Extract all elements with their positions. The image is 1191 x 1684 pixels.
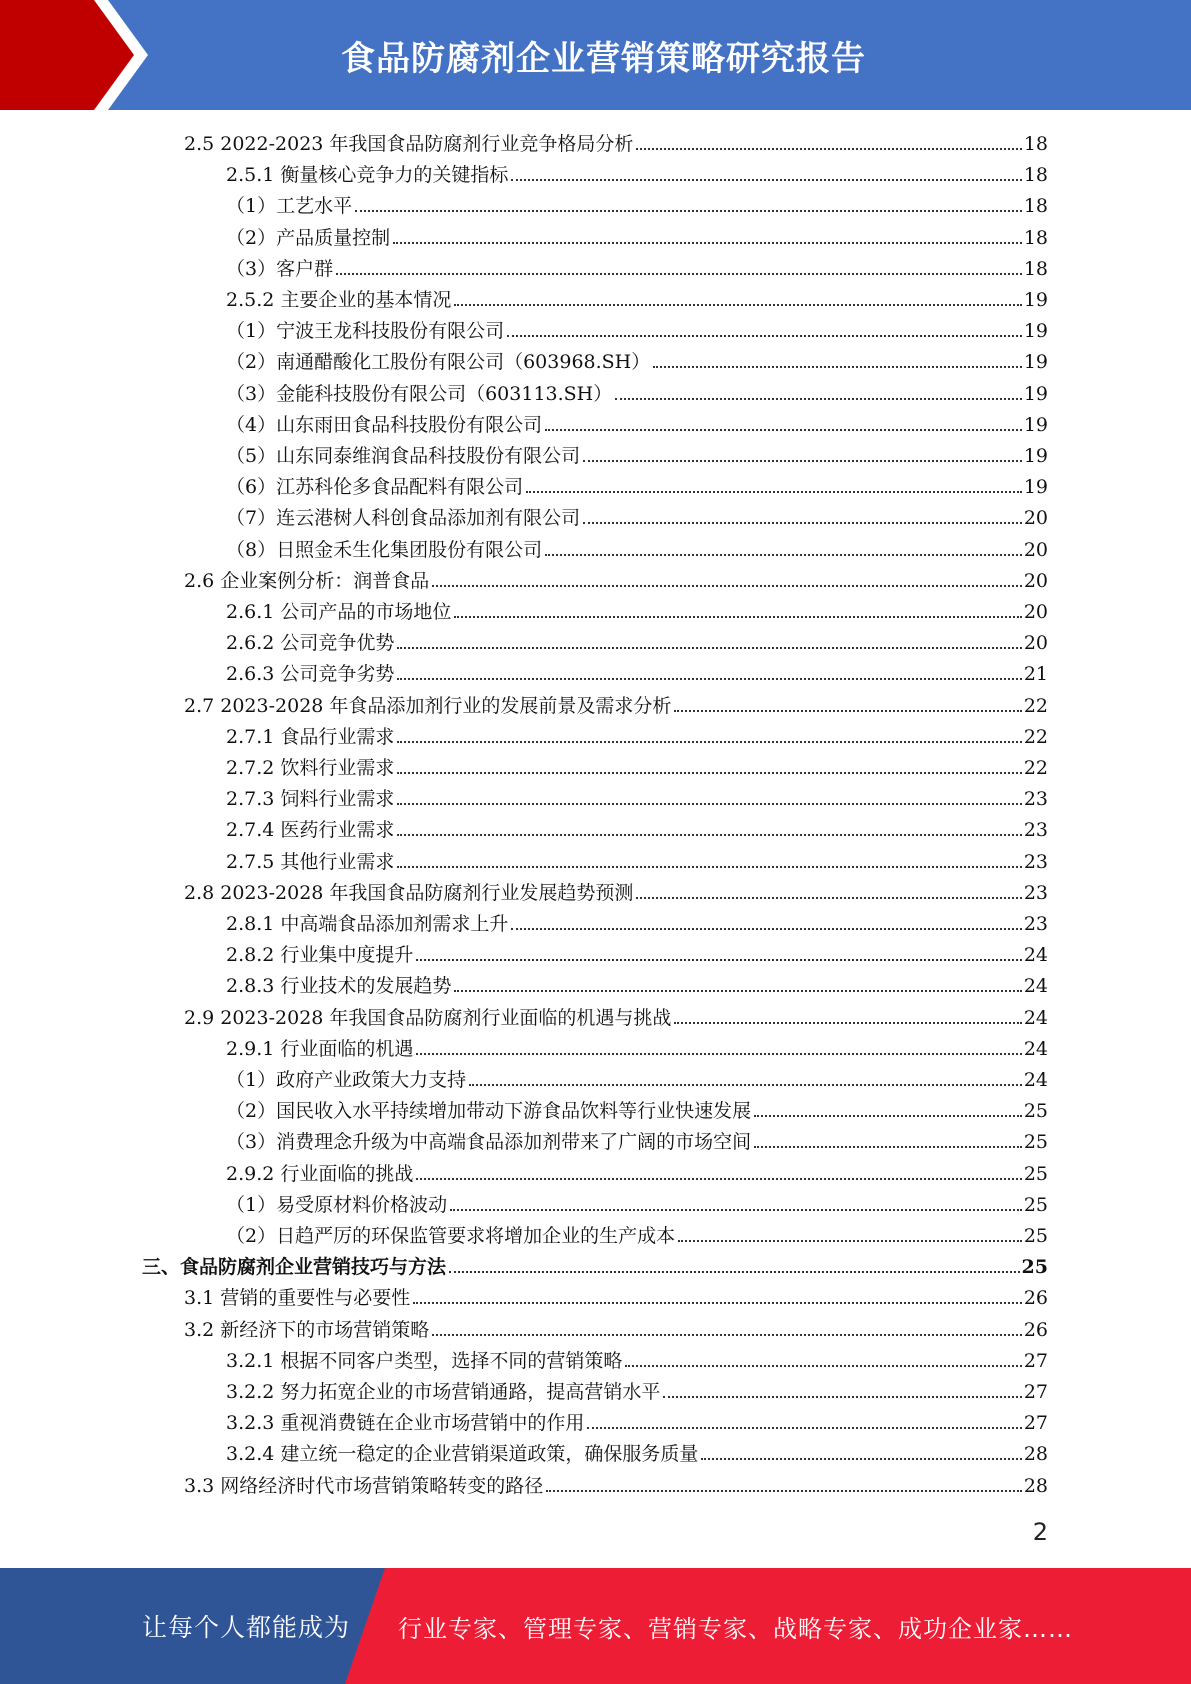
toc-dot-leader	[511, 928, 1021, 930]
toc-entry[interactable]	[226, 939, 1048, 967]
toc-dot-leader	[674, 1022, 1021, 1024]
toc-entry[interactable]	[226, 908, 1048, 936]
toc-entry-title: （3）客户群	[226, 257, 334, 280]
toc-entry-page: 28	[1023, 1474, 1048, 1497]
toc-entry-page: 28	[1023, 1443, 1048, 1466]
toc-entry-title: 2.7.3 饲料行业需求	[226, 788, 395, 811]
toc-entry-page: 24	[1023, 1037, 1048, 1060]
toc-dot-leader	[469, 1084, 1022, 1086]
toc-entry[interactable]	[226, 814, 1048, 842]
toc-entry[interactable]	[226, 1095, 1048, 1123]
toc-entry-title: （6）江苏科伦多食品配料有限公司	[226, 476, 524, 499]
toc-entry-title: 2.7.1 食品行业需求	[226, 725, 395, 748]
toc-entry-page: 18	[1023, 164, 1048, 187]
toc-dot-leader	[413, 1302, 1022, 1304]
toc-entry-title: 2.5 2022-2023 年我国食品防腐剂行业竞争格局分析	[184, 133, 634, 155]
toc-entry[interactable]	[226, 846, 1048, 874]
toc-entry[interactable]	[184, 1282, 1048, 1310]
toc-entry-title: 2.6.3 公司竞争劣势	[226, 663, 395, 686]
toc-dot-leader	[397, 741, 1021, 743]
toc-dot-leader	[674, 710, 1021, 712]
toc-entry[interactable]	[184, 1470, 1048, 1498]
toc-entry-title: （4）山东雨田食品科技股份有限公司	[226, 413, 543, 436]
toc-entry-title: 2.7.4 医药行业需求	[226, 819, 395, 842]
toc-entry-title: 2.7.2 饮料行业需求	[226, 757, 395, 779]
toc-entry-title: （2）南通醋酸化工股份有限公司（603968.SH）	[226, 351, 651, 374]
toc-dot-leader	[754, 1115, 1022, 1117]
toc-entry[interactable]	[226, 1345, 1048, 1373]
toc-entry-title: 2.7 2023-2028 年食品添加剂行业的发展前景及需求分析	[184, 694, 672, 717]
toc-dot-leader	[653, 366, 1022, 368]
toc-entry[interactable]	[226, 346, 1048, 374]
toc-entry-page: 19	[1023, 445, 1048, 467]
toc-entry-page: 20	[1023, 507, 1048, 530]
toc-dot-leader	[397, 834, 1021, 836]
toc-entry-title: 2.5.1 衡量核心竞争力的关键指标	[226, 164, 509, 187]
toc-entry-page: 25	[1023, 1100, 1048, 1123]
toc-dot-leader	[393, 242, 1022, 244]
toc-entry-page: 23	[1023, 913, 1048, 935]
toc-entry[interactable]	[226, 253, 1048, 281]
toc-entry[interactable]	[226, 627, 1048, 655]
page-header	[0, 0, 1191, 110]
toc-entry[interactable]	[226, 1064, 1048, 1092]
toc-entry[interactable]	[226, 471, 1048, 499]
toc-dot-leader	[416, 1178, 1021, 1180]
toc-entry-title: 2.7.5 其他行业需求	[226, 850, 395, 873]
toc-entry-title: 3.2.3 重视消费链在企业市场营销中的作用	[226, 1412, 585, 1435]
toc-entry[interactable]	[226, 1033, 1048, 1061]
toc-entry[interactable]	[226, 1407, 1048, 1435]
page-footer	[0, 1568, 1191, 1684]
toc-entry-title: 三、食品防腐剂企业营销技巧与方法	[142, 1256, 447, 1279]
toc-entry-page: 26	[1023, 1287, 1048, 1310]
toc-entry[interactable]	[226, 222, 1048, 250]
toc-dot-leader	[526, 491, 1022, 493]
toc-entry-title: 2.6.2 公司竞争优势	[226, 632, 395, 655]
toc-entry-page: 24	[1023, 1069, 1048, 1091]
toc-entry-title: （2）日趋严厉的环保监管要求将增加企业的生产成本	[226, 1225, 676, 1247]
toc-entry-page: 18	[1023, 133, 1048, 155]
toc-entry-page: 27	[1023, 1381, 1048, 1403]
toc-entry[interactable]	[226, 752, 1048, 780]
footer-slogan-right: 行业专家、管理专家、营销专家、战略专家、成功企业家……	[398, 1614, 1073, 1643]
toc-entry-page: 22	[1023, 725, 1048, 748]
toc-entry[interactable]	[184, 1002, 1048, 1030]
toc-entry-page: 19	[1023, 382, 1048, 405]
toc-dot-leader	[355, 210, 1022, 212]
toc-entry[interactable]	[226, 502, 1048, 530]
toc-dot-leader	[678, 1240, 1022, 1242]
toc-entry[interactable]	[226, 596, 1048, 624]
toc-entry-title: （1）宁波王龙科技股份有限公司	[226, 320, 505, 343]
toc-dot-leader	[587, 1427, 1021, 1429]
toc-entry-title: 3.2.2 努力拓宽企业的市场营销通路，提高营销水平	[226, 1381, 661, 1403]
toc-dot-leader	[663, 1396, 1021, 1398]
toc-entry-page: 20	[1023, 569, 1048, 592]
toc-entry-title: 2.8.1 中高端食品添加剂需求上升	[226, 913, 509, 935]
toc-entry[interactable]	[226, 1126, 1048, 1154]
toc-dot-leader	[450, 1209, 1022, 1211]
toc-entry-title: 2.9 2023-2028 年我国食品防腐剂行业面临的机遇与挑战	[184, 1006, 672, 1029]
toc-entry-page: 18	[1023, 257, 1048, 280]
toc-entry-title: 2.9.1 行业面临的机遇	[226, 1037, 414, 1060]
toc-entry-page: 27	[1023, 1412, 1048, 1435]
toc-dot-leader	[416, 959, 1021, 961]
toc-dot-leader	[432, 585, 1022, 587]
toc-entry-title: （3）金能科技股份有限公司（603113.SH）	[226, 382, 613, 405]
toc-entry-title: （3）消费理念升级为中高端食品添加剂带来了广阔的市场空间	[226, 1131, 752, 1154]
toc-entry-title: 2.6 企业案例分析：润普食品	[184, 569, 430, 592]
toc-dot-leader	[449, 1271, 1020, 1273]
toc-dot-leader	[754, 1146, 1022, 1148]
toc-entry-page: 18	[1023, 195, 1048, 218]
toc-dot-leader	[545, 554, 1022, 556]
toc-entry-title: （1）易受原材料价格波动	[226, 1193, 448, 1216]
toc-entry-page: 25	[1023, 1225, 1048, 1247]
toc-entry-page: 20	[1023, 538, 1048, 561]
toc-entry-page: 19	[1023, 351, 1048, 374]
toc-entry-page: 25	[1021, 1256, 1048, 1279]
toc-entry-title: （1）工艺水平	[226, 195, 353, 218]
toc-dot-leader	[546, 1490, 1022, 1492]
toc-entry[interactable]	[226, 1376, 1048, 1404]
toc-entry-page: 22	[1023, 694, 1048, 717]
toc-dot-leader	[583, 522, 1022, 524]
toc-dot-leader	[397, 772, 1021, 774]
toc-entry-page: 21	[1023, 663, 1048, 686]
toc-entry-page: 25	[1023, 1193, 1048, 1216]
toc-dot-leader	[545, 429, 1022, 431]
toc-entry[interactable]	[226, 783, 1048, 811]
toc-entry-page: 23	[1023, 850, 1048, 873]
toc-dot-leader	[636, 148, 1021, 150]
toc-entry-page: 20	[1023, 632, 1048, 655]
toc-dot-leader	[336, 273, 1022, 275]
toc-entry[interactable]	[184, 877, 1048, 905]
toc-dot-leader	[625, 1365, 1021, 1367]
toc-entry[interactable]	[226, 440, 1048, 468]
toc-entry-page: 20	[1023, 601, 1048, 623]
toc-entry[interactable]	[184, 128, 1048, 156]
toc-dot-leader	[454, 616, 1021, 618]
toc-entry-title: （2）产品质量控制	[226, 226, 391, 249]
toc-entry-title: 2.8 2023-2028 年我国食品防腐剂行业发展趋势预测	[184, 881, 634, 904]
toc-entry-title: 2.8.3 行业技术的发展趋势	[226, 975, 452, 998]
toc-entry-title: 2.5.2 主要企业的基本情况	[226, 289, 452, 311]
toc-entry[interactable]	[226, 315, 1048, 343]
toc-entry[interactable]	[226, 284, 1048, 312]
report-title: 食品防腐剂企业营销策略研究报告	[341, 38, 866, 79]
toc-dot-leader	[397, 803, 1021, 805]
toc-entry-page: 25	[1023, 1162, 1048, 1185]
toc-entry-page: 23	[1023, 788, 1048, 811]
toc-entry[interactable]	[226, 658, 1048, 686]
toc-entry[interactable]	[226, 1220, 1048, 1248]
toc-entry[interactable]	[226, 721, 1048, 749]
toc-entry-title: （7）连云港树人科创食品添加剂有限公司	[226, 507, 581, 530]
toc-entry-page: 19	[1023, 289, 1048, 311]
toc-entry-title: 3.2.4 建立统一稳定的企业营销渠道政策，确保服务质量	[226, 1443, 699, 1466]
toc-entry[interactable]	[184, 1314, 1048, 1342]
toc-entry[interactable]	[226, 1438, 1048, 1466]
toc-entry-page: 19	[1023, 413, 1048, 436]
toc-entry-page: 24	[1023, 1006, 1048, 1029]
toc-entry-title: 3.3 网络经济时代市场营销策略转变的路径	[184, 1474, 544, 1497]
toc-entry-title: 2.9.2 行业面临的挑战	[226, 1162, 414, 1185]
toc-entry-title: 3.1 营销的重要性与必要性	[184, 1287, 411, 1310]
toc-entry[interactable]	[226, 159, 1048, 187]
toc-entry-page: 24	[1023, 975, 1048, 998]
toc-entry-page: 22	[1023, 757, 1048, 779]
toc-entry-title: 2.6.1 公司产品的市场地位	[226, 601, 452, 623]
toc-entry[interactable]	[226, 1158, 1048, 1186]
toc-dot-leader	[416, 1053, 1021, 1055]
toc-entry-page: 25	[1023, 1131, 1048, 1154]
toc-entry[interactable]	[184, 690, 1048, 718]
toc-dot-leader	[701, 1458, 1021, 1460]
page-number: 2	[1032, 1518, 1048, 1546]
toc-entry-page: 19	[1023, 476, 1048, 499]
toc-entry[interactable]	[226, 534, 1048, 562]
toc-entry[interactable]	[226, 970, 1048, 998]
toc-entry-page: 26	[1023, 1318, 1048, 1341]
toc-entry[interactable]	[226, 378, 1048, 406]
toc-entry-title: 3.2.1 根据不同客户类型，选择不同的营销策略	[226, 1349, 623, 1372]
toc-entry[interactable]	[226, 409, 1048, 437]
toc-dot-leader	[454, 304, 1021, 306]
toc-entry-page: 27	[1023, 1349, 1048, 1372]
toc-dot-leader	[397, 678, 1021, 680]
toc-dot-leader	[583, 460, 1022, 462]
toc-entry-page: 23	[1023, 819, 1048, 842]
toc-entry-title: （1）政府产业政策大力支持	[226, 1069, 467, 1091]
toc-dot-leader	[432, 1334, 1022, 1336]
toc-dot-leader	[454, 990, 1021, 992]
toc-entry-title: 2.8.2 行业集中度提升	[226, 944, 414, 967]
toc-dot-leader	[397, 866, 1021, 868]
toc-entry-title: （8）日照金禾生化集团股份有限公司	[226, 538, 543, 561]
footer-slogan-left: 让每个人都能成为	[142, 1613, 351, 1642]
toc-dot-leader	[636, 897, 1021, 899]
toc-dot-leader	[511, 179, 1021, 181]
toc-dot-leader	[615, 398, 1022, 400]
toc-entry[interactable]	[226, 1189, 1048, 1217]
toc-entry[interactable]	[226, 190, 1048, 218]
toc-entry-title: 3.2 新经济下的市场营销策略	[184, 1318, 430, 1341]
toc-entry-title: （2）国民收入水平持续增加带动下游食品饮料等行业快速发展	[226, 1100, 752, 1123]
toc-entry-page: 24	[1023, 944, 1048, 967]
toc-entry-title: （5）山东同泰维润食品科技股份有限公司	[226, 445, 581, 467]
toc-entry-page: 18	[1023, 226, 1048, 249]
toc-dot-leader	[397, 647, 1021, 649]
toc-entry-page: 23	[1023, 881, 1048, 904]
toc-entry[interactable]	[142, 1251, 1048, 1279]
toc-entry[interactable]	[184, 565, 1048, 593]
toc-dot-leader	[507, 335, 1022, 337]
toc-entry-page: 19	[1023, 320, 1048, 343]
